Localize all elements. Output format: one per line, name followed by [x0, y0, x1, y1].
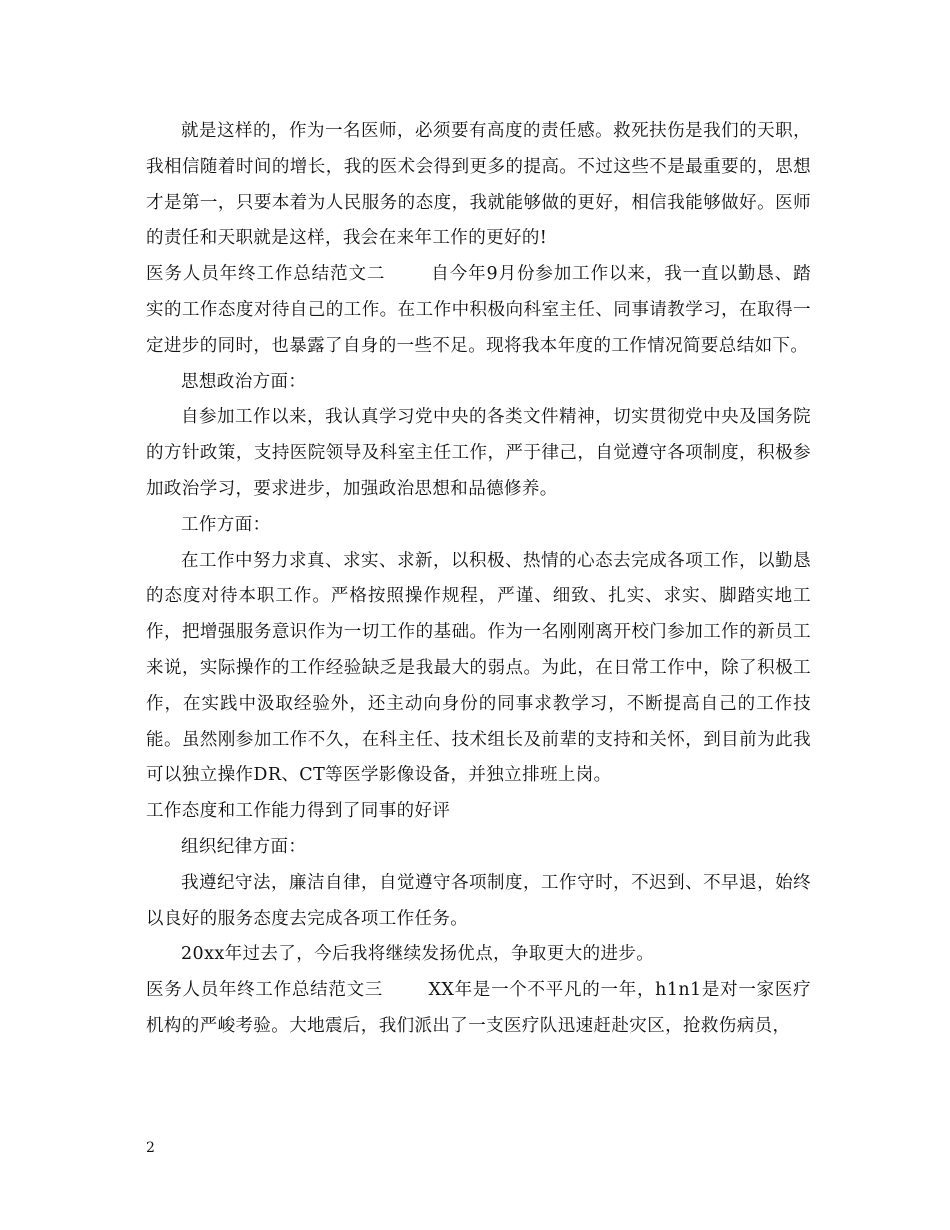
page-number: 2 — [146, 1140, 155, 1156]
paragraph-political — [146, 400, 811, 507]
paragraph-text: 工作态度和工作能力得到了同事的好评 — [146, 801, 451, 822]
section-heading-fan-wen-san: 医务人员年终工作总结范文三 — [146, 980, 384, 1001]
paragraph-text: 20xx年过去了，今后我将继续发扬优点，争取更大的进步。 — [181, 944, 655, 965]
paragraph-work — [146, 544, 811, 795]
paragraph-text: 自今年9月份参加工作以来，我一直以勤恳、踏实的工作态度对待自己的工作。在工作中积极向科室主任、同事请教学习，在取得一定进步的同时，也暴露了自身的一些不足。现将我本年度的工作情况简要总结如下。 — [146, 264, 811, 356]
subheading-political — [146, 365, 811, 401]
paragraph-text: 在工作中努力求真、求实、求新，以积极、热情的心态去完成各项工作，以勤恳的态度对待本职工作。严格按照操作规程，严谨、细致、扎实、求实、脚踏实地工作，把增强服务意识作为一切工作的基础。作为一名刚刚离开校门参加工作的新员工来说，实际操作的工作经验缺乏是我最大的弱点。为此，在日常工作中，除了积极工作，在实践中汲取经验外，还主动向身份的同事求教学习，不断提高自己的工作技能。虽然刚参加工作不久，在科主任、技术组长及前辈的支持和关怀，到目前为此我可以独立操作DR、CT等医学影像设备，并独立排班上岗。 — [146, 550, 811, 786]
paragraph-year-end — [146, 937, 811, 973]
paragraph-work-evaluation — [146, 794, 811, 830]
subheading-discipline — [146, 830, 811, 866]
paragraph-text: 就是这样的，作为一名医师，必须要有高度的责任感。救死扶伤是我们的天职，我相信随着时间的增长，我的医术会得到更多的提高。不过这些不是最重要的，思想才是第一，只要本着为人民服务的态度，我就能够做的更好，相信我能够做好。医师的责任和天职就是这样，我会在来年工作的更好的! — [146, 121, 811, 249]
document-body — [146, 114, 811, 1045]
paragraph-text: 自参加工作以来，我认真学习党中央的各类文件精神，切实贯彻党中央及国务院的方针政策，支持医院领导及科室主任工作，严于律己，自觉遵守各项制度，积极参加政治学习，要求进步，加强政治思想和品德修养。 — [146, 407, 811, 499]
paragraph-fan-wen-san-intro — [146, 973, 811, 1045]
paragraph-closing-fan-wen-yi — [146, 114, 811, 257]
paragraph-text: XX年是一个不平凡的一年，h1n1是对一家医疗机构的严峻考验。大地震后，我们派出了一支医疗队迅速赶赴灾区，抢救伤病员， — [146, 980, 811, 1036]
paragraph-fan-wen-er-intro — [146, 257, 811, 364]
paragraph-text: 思想政治方面： — [181, 371, 307, 392]
paragraph-discipline — [146, 866, 811, 938]
subheading-work — [146, 508, 811, 544]
paragraph-text: 我遵纪守法，廉洁自律，自觉遵守各项制度，工作守时，不迟到、不早退，始终以良好的服务态度去完成各项工作任务。 — [146, 872, 811, 929]
section-heading-fan-wen-er: 医务人员年终工作总结范文二 — [146, 264, 386, 285]
paragraph-text: 组织纪律方面： — [181, 836, 307, 857]
paragraph-text: 工作方面： — [181, 514, 271, 535]
